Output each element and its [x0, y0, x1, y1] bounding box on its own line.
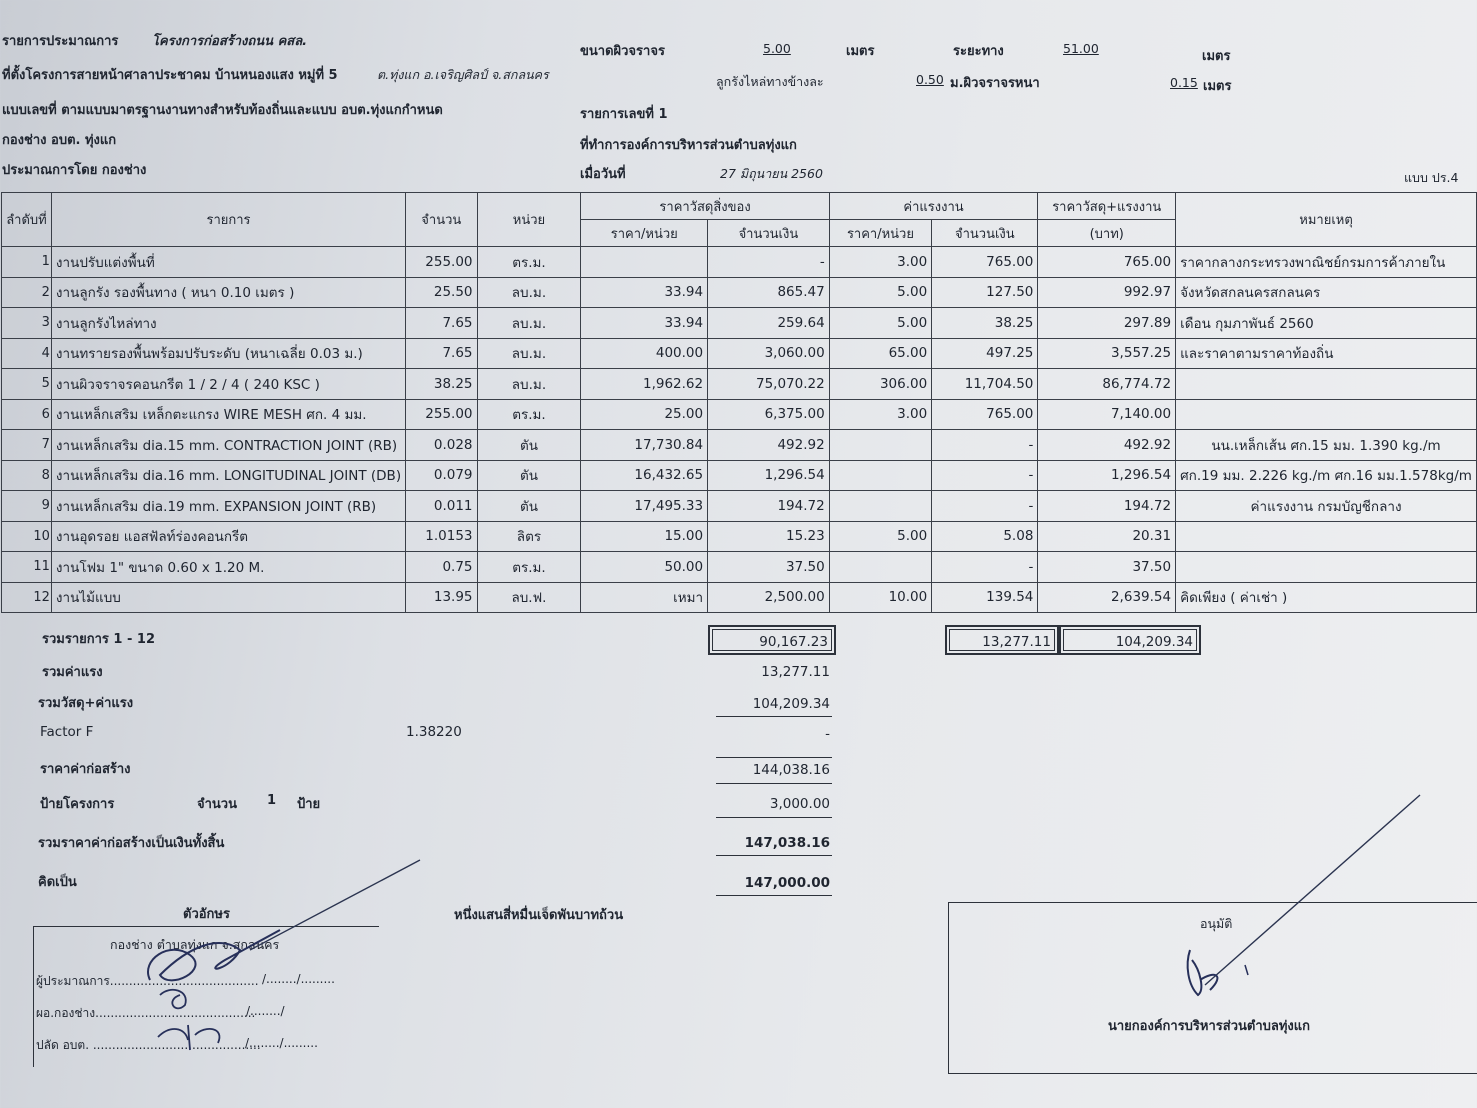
- item-number: รายการเลขที่ 1: [580, 107, 668, 122]
- row-item: งานเหล็กเสริม เหล็กตะแกรง WIRE MESH ศก. 4 มม.: [51, 399, 405, 430]
- sum-labour-value: 13,277.11: [761, 664, 830, 680]
- row-labour-price: [829, 430, 932, 461]
- row-material-amount: 37.50: [708, 552, 830, 583]
- row-item: งานเหล็กเสริม dia.16 mm. LONGITUDINAL JOINT (DB): [51, 460, 405, 491]
- row-unit: ตัน: [477, 491, 581, 522]
- shoulder-label: ลูกรังไหล่ทางข้างละ: [716, 74, 824, 89]
- road-width-value: 5.00: [763, 41, 791, 56]
- row-unit: ลบ.ม.: [477, 277, 581, 308]
- distance-value: 51.00: [1063, 41, 1099, 56]
- chief-date: /......../.........: [245, 1036, 318, 1050]
- meter-unit-2: เมตร: [1202, 49, 1231, 64]
- row-remark: และราคาตามราคาท้องถิ่น: [1176, 338, 1477, 369]
- row-item: งานเหล็กเสริม dia.15 mm. CONTRACTION JOINT (RB): [51, 430, 405, 461]
- row-labour-amount: 497.25: [932, 338, 1038, 369]
- meter-unit-1: เมตร: [846, 44, 875, 59]
- project-sign-qty-label: จำนวน: [197, 797, 237, 812]
- row-material-price: 17,495.33: [581, 491, 708, 522]
- row-material-amount: 492.92: [708, 430, 830, 461]
- row-total: 297.89: [1038, 308, 1176, 339]
- row-remark: คิดเพียง ( ค่าเช่า ): [1176, 582, 1477, 613]
- table-row: [2, 308, 1477, 339]
- construction-label: ราคาค่าก่อสร้าง: [40, 762, 131, 777]
- row-labour-amount: 765.00: [932, 399, 1038, 430]
- row-qty: 255.00: [406, 399, 477, 430]
- grand-total-value: 147,038.16: [744, 835, 830, 851]
- letters-label: ตัวอักษร: [183, 907, 230, 922]
- row-number: 2: [2, 277, 52, 308]
- table-row: [2, 369, 1477, 400]
- rounded-value: 147,000.00: [744, 875, 830, 891]
- row-labour-price: [829, 491, 932, 522]
- row-total: 194.72: [1038, 491, 1176, 522]
- table-row: [2, 430, 1477, 461]
- row-material-price: 25.00: [581, 399, 708, 430]
- table-row: [2, 552, 1477, 583]
- row-labour-amount: -: [932, 430, 1038, 461]
- sum-mat-lab-label: รวมวัสดุ+ค่าแรง: [38, 696, 134, 711]
- row-qty: 13.95: [406, 582, 477, 613]
- row-material-amount: 259.64: [708, 308, 830, 339]
- sum-items-material: 90,167.23: [708, 625, 836, 655]
- row-labour-amount: -: [932, 460, 1038, 491]
- col-labour: ค่าแรงงาน: [829, 193, 1038, 220]
- divider-line: [716, 757, 832, 758]
- row-unit: ลบ.ม.: [477, 308, 581, 339]
- table-row: [2, 521, 1477, 552]
- row-qty: 255.00: [406, 247, 477, 278]
- row-labour-price: 10.00: [829, 582, 932, 613]
- date-label: เมื่อวันที่: [580, 167, 626, 182]
- col-remark: หมายเหตุ: [1176, 193, 1477, 247]
- grand-total-label: รวมราคาค่าก่อสร้างเป็นเงินทั้งสิ้น: [38, 836, 225, 851]
- factor-result: -: [825, 726, 830, 742]
- factor-value: 1.38220: [406, 724, 462, 740]
- row-labour-amount: -: [932, 552, 1038, 583]
- road-width-label: ขนาดผิวจราจร: [580, 44, 665, 59]
- row-labour-price: 5.00: [829, 308, 932, 339]
- divider-line: [716, 716, 832, 717]
- table-row: [2, 338, 1477, 369]
- row-material-price: 50.00: [581, 552, 708, 583]
- meter-unit-3: เมตร: [1203, 79, 1232, 94]
- project-sign-qty: 1: [267, 793, 277, 808]
- letters-value: หนึ่งแสนสี่หมื่นเจ็ดพันบาทถ้วน: [454, 908, 624, 923]
- row-total: 7,140.00: [1038, 399, 1176, 430]
- row-number: 8: [2, 460, 52, 491]
- row-remark: [1176, 552, 1477, 583]
- row-item: งานเหล็กเสริม dia.19 mm. EXPANSION JOINT (RB): [51, 491, 405, 522]
- row-qty: 0.75: [406, 552, 477, 583]
- project-sign-value: 3,000.00: [769, 796, 830, 812]
- row-total: 765.00: [1038, 247, 1176, 278]
- row-total: 3,557.25: [1038, 338, 1176, 369]
- factor-label: Factor F: [40, 724, 94, 740]
- row-item: งานผิวจราจรคอนกรีต 1 / 2 / 4 ( 240 KSC ): [51, 369, 405, 400]
- sum-items-labour: 13,277.11: [945, 625, 1059, 655]
- row-item: งานไม้แบบ: [51, 582, 405, 613]
- row-number: 5: [2, 369, 52, 400]
- row-item: งานทรายรองพื้นพร้อมปรับระดับ (หนาเฉลี่ย 0.03 ม.): [51, 338, 405, 369]
- row-remark: เดือน กุมภาพันธ์ 2560: [1176, 308, 1477, 339]
- estimator-date: /......../.........: [262, 972, 335, 986]
- row-unit: ลบ.ม.: [477, 338, 581, 369]
- row-qty: 1.0153: [406, 521, 477, 552]
- row-material-price: 15.00: [581, 521, 708, 552]
- row-qty: 38.25: [406, 369, 477, 400]
- distance-label: ระยะทาง: [953, 44, 1004, 59]
- row-labour-price: 5.00: [829, 277, 932, 308]
- division: กองช่าง อบต. ทุ่งแก: [2, 133, 117, 148]
- row-material-price: 33.94: [581, 277, 708, 308]
- row-unit: ลบ.ม.: [477, 369, 581, 400]
- row-number: 1: [2, 247, 52, 278]
- row-item: งานลูกรังไหล่ทาง: [51, 308, 405, 339]
- approve-label: อนุมัติ: [1200, 916, 1233, 931]
- row-labour-price: [829, 552, 932, 583]
- row-material-amount: 1,296.54: [708, 460, 830, 491]
- table-row: [2, 277, 1477, 308]
- row-number: 6: [2, 399, 52, 430]
- row-total: 20.31: [1038, 521, 1176, 552]
- table-row: [2, 399, 1477, 430]
- sum-items-label: รวมรายการ 1 - 12: [42, 632, 156, 647]
- col-labour-amount: จำนวนเงิน: [932, 220, 1038, 247]
- col-unit: หน่วย: [477, 193, 581, 247]
- row-item: งานโฟม 1" ขนาด 0.60 x 1.20 M.: [51, 552, 405, 583]
- col-total: ราคาวัสดุ+แรงงาน: [1038, 193, 1176, 220]
- row-material-price: 400.00: [581, 338, 708, 369]
- table-row: [2, 491, 1477, 522]
- row-number: 12: [2, 582, 52, 613]
- row-remark: ค่าแรงงาน กรมบัญชีกลาง: [1176, 491, 1477, 522]
- row-remark: [1176, 399, 1477, 430]
- col-no: ลำดับที่: [2, 193, 52, 247]
- row-labour-price: [829, 460, 932, 491]
- col-qty: จำนวน: [406, 193, 477, 247]
- chief-line: ปลัด อบต. ............................................: [36, 1038, 261, 1052]
- row-labour-amount: 38.25: [932, 308, 1038, 339]
- thickness-label: ม.ผิวจราจรหนา: [950, 76, 1040, 91]
- col-material-amount: จำนวนเงิน: [708, 220, 830, 247]
- row-remark: จังหวัดสกลนครสกลนคร: [1176, 277, 1477, 308]
- head-date: /......../: [246, 1004, 285, 1018]
- row-qty: 25.50: [406, 277, 477, 308]
- location-label: ที่ตั้งโครงการสายหน้าศาลาประชาคม บ้านหนองแสง หมู่ที่ 5: [2, 68, 338, 83]
- sum-mat-lab-value: 104,209.34: [752, 696, 830, 712]
- row-qty: 0.079: [406, 460, 477, 491]
- row-labour-amount: -: [932, 491, 1038, 522]
- row-labour-price: 65.00: [829, 338, 932, 369]
- table-row: [2, 582, 1477, 613]
- row-labour-price: 3.00: [829, 247, 932, 278]
- col-material-unit-price: ราคา/หน่วย: [581, 220, 708, 247]
- row-item: งานอุดรอย แอสฟัลท์ร่องคอนกรีต: [51, 521, 405, 552]
- row-number: 3: [2, 308, 52, 339]
- row-labour-amount: 11,704.50: [932, 369, 1038, 400]
- table-row: [2, 247, 1477, 278]
- row-labour-price: 3.00: [829, 399, 932, 430]
- row-total: 37.50: [1038, 552, 1176, 583]
- head-line: ผอ.กองช่าง..........................................: [36, 1006, 256, 1020]
- row-remark: ราคากลางกระทรวงพาณิชย์กรมการค้าภายใน: [1176, 247, 1477, 278]
- location-detail: ต.ทุ่งแก อ.เจริญศิลป์ จ.สกลนคร: [377, 67, 549, 82]
- row-material-price: [581, 247, 708, 278]
- estimator-line: ผู้ประมาณการ.......................................: [36, 974, 259, 988]
- handwritten-signature: [130, 855, 430, 1065]
- row-labour-amount: 139.54: [932, 582, 1038, 613]
- sum-labour-label: รวมค่าแรง: [42, 665, 103, 680]
- project-name: โครงการก่อสร้างถนน คสล.: [152, 34, 308, 49]
- divider-line: [716, 817, 832, 818]
- divider-line: [716, 895, 832, 896]
- row-item: งานลูกรัง รองพื้นทาง ( หนา 0.10 เมตร ): [51, 277, 405, 308]
- division-line: กองช่าง ตำบลทุ่งแก จ.สกลนคร: [110, 937, 280, 952]
- col-material: ราคาวัสดุสิ่งของ: [581, 193, 829, 220]
- table-row: [2, 460, 1477, 491]
- row-labour-price: 5.00: [829, 521, 932, 552]
- row-number: 4: [2, 338, 52, 369]
- row-material-amount: 6,375.00: [708, 399, 830, 430]
- row-material-price: 17,730.84: [581, 430, 708, 461]
- project-sign-unit: ป้าย: [297, 797, 321, 812]
- row-material-amount: 3,060.00: [708, 338, 830, 369]
- row-qty: 0.011: [406, 491, 477, 522]
- row-total: 86,774.72: [1038, 369, 1176, 400]
- row-labour-amount: 127.50: [932, 277, 1038, 308]
- row-total: 1,296.54: [1038, 460, 1176, 491]
- row-number: 7: [2, 430, 52, 461]
- row-remark: [1176, 369, 1477, 400]
- row-material-amount: -: [708, 247, 830, 278]
- row-material-amount: 2,500.00: [708, 582, 830, 613]
- design-label: แบบเลขที่ ตามแบบมาตรฐานงานทางสำหรับท้องถิ่นและแบบ อบต.ทุ่งแกกำหนด: [2, 103, 443, 118]
- date-value: 27 มิถุนายน 2560: [720, 166, 823, 181]
- sum-items-total: 104,209.34: [1059, 625, 1201, 655]
- col-labour-unit-price: ราคา/หน่วย: [829, 220, 932, 247]
- row-number: 9: [2, 491, 52, 522]
- row-unit: ตร.ม.: [477, 247, 581, 278]
- row-total: 492.92: [1038, 430, 1176, 461]
- row-labour-amount: 5.08: [932, 521, 1038, 552]
- row-number: 11: [2, 552, 52, 583]
- approver-title: นายกองค์การบริหารส่วนตำบลทุ่งแก: [1108, 1019, 1311, 1034]
- row-material-amount: 75,070.22: [708, 369, 830, 400]
- row-unit: ลบ.ฟ.: [477, 582, 581, 613]
- project-label: รายการประมาณการ: [2, 34, 119, 49]
- thickness-value: 0.15: [1170, 75, 1198, 90]
- divider-line: [716, 855, 832, 856]
- row-material-amount: 865.47: [708, 277, 830, 308]
- row-remark: [1176, 521, 1477, 552]
- row-remark: นน.เหล็กเส้น ศก.15 มม. 1.390 kg./m: [1176, 430, 1477, 461]
- row-qty: 7.65: [406, 338, 477, 369]
- row-total: 2,639.54: [1038, 582, 1176, 613]
- row-labour-price: 306.00: [829, 369, 932, 400]
- row-unit: ตัน: [477, 460, 581, 491]
- row-material-price: 33.94: [581, 308, 708, 339]
- project-sign-label: ป้ายโครงการ: [40, 797, 115, 812]
- row-unit: ตร.ม.: [477, 399, 581, 430]
- row-labour-amount: 765.00: [932, 247, 1038, 278]
- row-unit: ตร.ม.: [477, 552, 581, 583]
- row-unit: ลิตร: [477, 521, 581, 552]
- approver-signature: [1170, 790, 1430, 1010]
- row-total: 992.97: [1038, 277, 1176, 308]
- office-name: ที่ทำการองค์การบริหารส่วนตำบลทุ่งแก: [580, 138, 797, 153]
- row-number: 10: [2, 521, 52, 552]
- row-remark: ศก.19 มม. 2.226 kg./m ศก.16 มม.1.578kg/m: [1176, 460, 1477, 491]
- shoulder-value: 0.50: [916, 72, 944, 87]
- rounded-label: คิดเป็น: [38, 875, 77, 890]
- row-material-amount: 194.72: [708, 491, 830, 522]
- row-material-price: 16,432.65: [581, 460, 708, 491]
- form-code: แบบ ปร.4: [1404, 170, 1459, 185]
- estimate-table: [1, 192, 1477, 613]
- row-unit: ตัน: [477, 430, 581, 461]
- col-item: รายการ: [51, 193, 405, 247]
- row-material-amount: 15.23: [708, 521, 830, 552]
- estimated-by: ประมาณการโดย กองช่าง: [2, 163, 147, 178]
- row-qty: 0.028: [406, 430, 477, 461]
- col-total-unit: (บาท): [1038, 220, 1176, 247]
- row-item: งานปรับแต่งพื้นที่: [51, 247, 405, 278]
- row-material-price: 1,962.62: [581, 369, 708, 400]
- divider-line: [716, 783, 832, 784]
- row-qty: 7.65: [406, 308, 477, 339]
- row-material-price: เหมา: [581, 582, 708, 613]
- construction-value: 144,038.16: [752, 762, 830, 778]
